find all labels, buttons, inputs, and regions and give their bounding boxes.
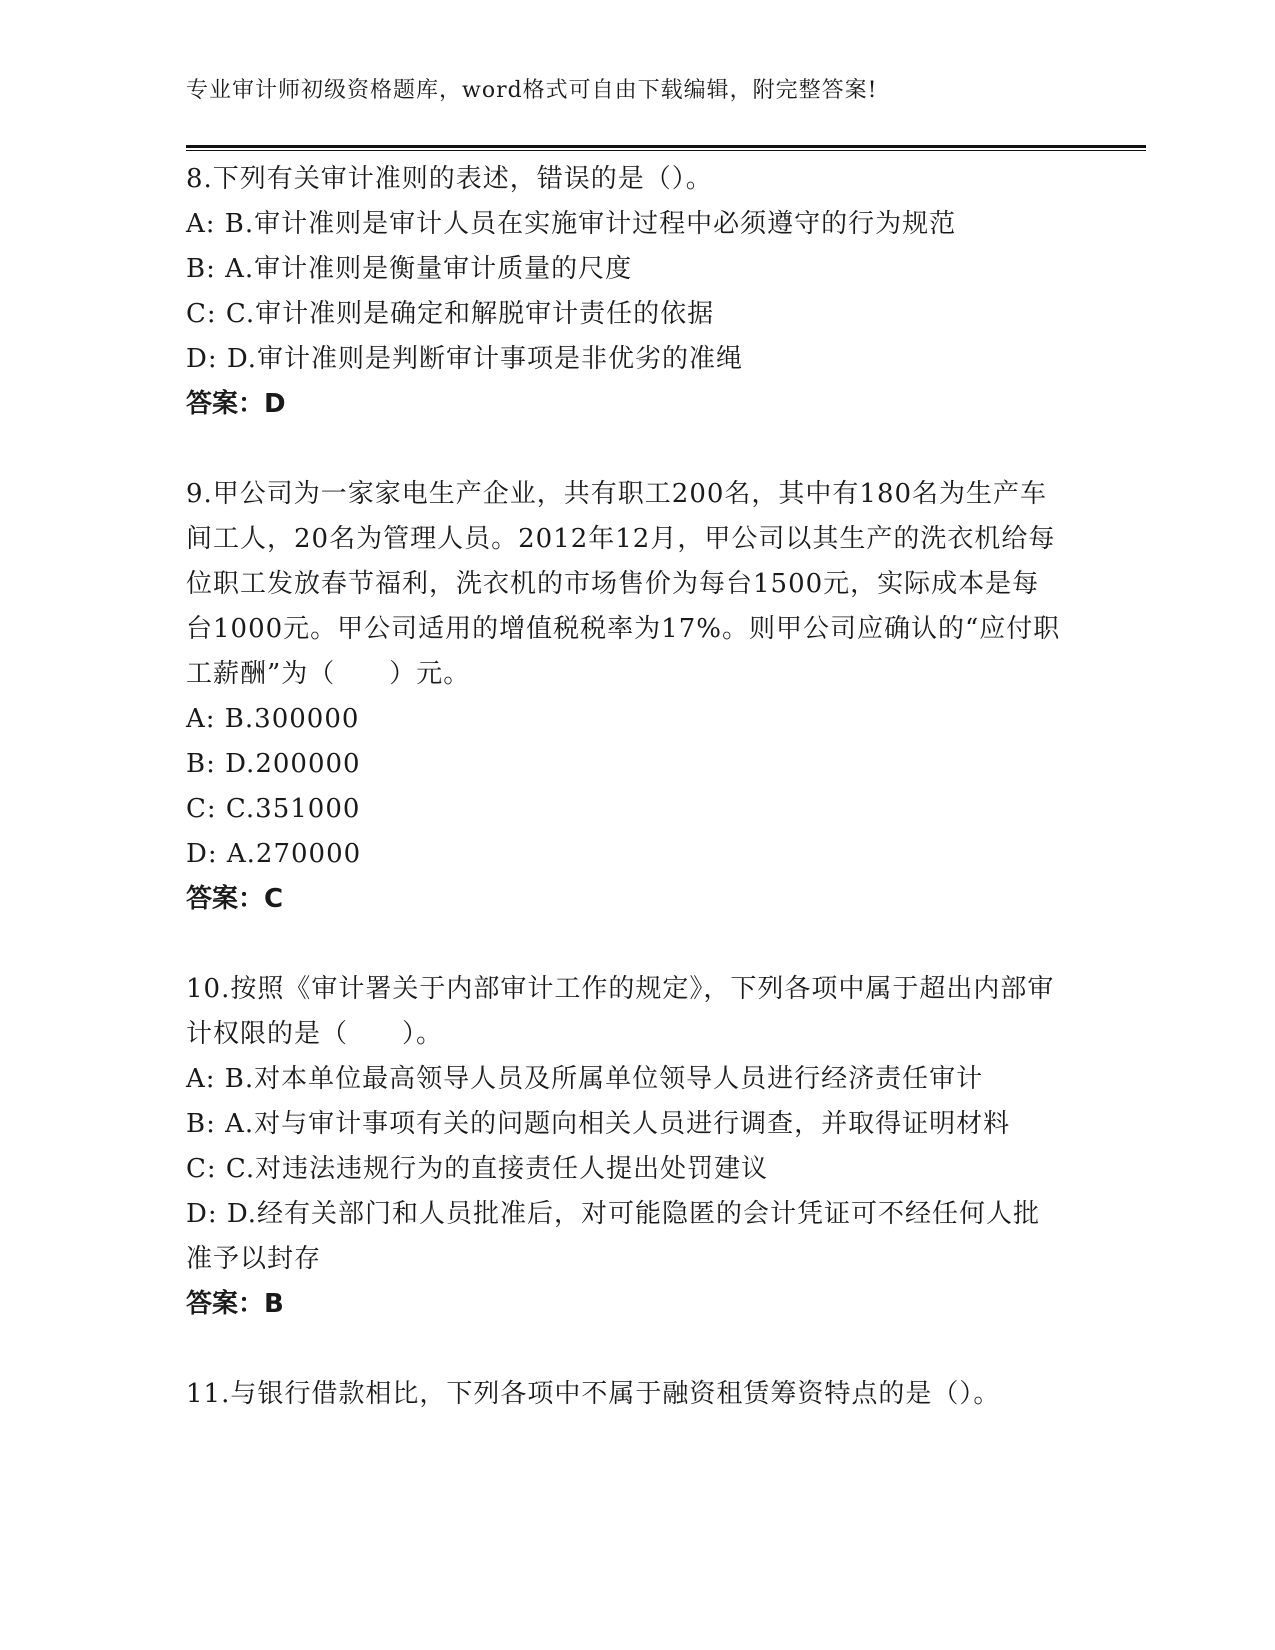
option-d: D: D.审计准则是判断审计事项是非优劣的准绳 bbox=[186, 344, 744, 374]
question-9 bbox=[186, 472, 1066, 922]
question-stem: 11.与银行借款相比，下列各项中不属于融资租赁筹资特点的是（）。 bbox=[186, 1379, 1001, 1409]
question-list bbox=[186, 157, 1066, 1417]
question-10 bbox=[186, 967, 1066, 1327]
option-a: A: B.对本单位最高领导人员及所属单位领导人员进行经济责任审计 bbox=[186, 1064, 984, 1094]
option-c: C: C.审计准则是确定和解脱审计责任的依据 bbox=[186, 299, 715, 329]
spacer bbox=[186, 427, 1066, 472]
option-d: D: D.经有关部门和人员批准后，对可能隐匿的会计凭证可不经任何人批准予以封存 bbox=[186, 1199, 1041, 1274]
answer: 答案：B bbox=[186, 1289, 284, 1319]
option-c: C: C.对违法违规行为的直接责任人提出处罚建议 bbox=[186, 1154, 769, 1184]
question-stem: 9.甲公司为一家家电生产企业，共有职工200名，其中有180名为生产车间工人，20名为管理人员。2012年12月，甲公司以其生产的洗衣机给每位职工发放春节福利，洗衣机的市场售价为每台1500元，实际成本是每台1000元。甲公司适用的增值税税率为17%。则甲公司应确认的“应付职工薪酬”为（ ）元。 bbox=[186, 479, 1061, 689]
answer: 答案：D bbox=[186, 389, 286, 419]
spacer bbox=[186, 1327, 1066, 1372]
question-stem: 10.按照《审计署关于内部审计工作的规定》，下列各项中属于超出内部审计权限的是（ ）。 bbox=[186, 974, 1055, 1049]
option-c: C: C.351000 bbox=[186, 794, 361, 824]
page-header: 专业审计师初级资格题库，word格式可自由下载编辑，附完整答案! bbox=[186, 78, 878, 103]
header-rule-thin bbox=[186, 150, 1146, 151]
option-b: B: A.审计准则是衡量审计质量的尺度 bbox=[186, 254, 633, 284]
question-8 bbox=[186, 157, 1066, 427]
option-b: B: D.200000 bbox=[186, 749, 361, 779]
question-stem: 8.下列有关审计准则的表述，错误的是（）。 bbox=[186, 164, 713, 194]
option-d: D: A.270000 bbox=[186, 839, 362, 869]
option-b: B: A.对与审计事项有关的问题向相关人员进行调查，并取得证明材料 bbox=[186, 1109, 1011, 1139]
spacer bbox=[186, 922, 1066, 967]
header-rule-thick bbox=[186, 145, 1146, 148]
answer: 答案：C bbox=[186, 884, 284, 914]
option-a: A: B.审计准则是审计人员在实施审计过程中必须遵守的行为规范 bbox=[186, 209, 957, 239]
question-11 bbox=[186, 1372, 1066, 1417]
option-a: A: B.300000 bbox=[186, 704, 360, 734]
